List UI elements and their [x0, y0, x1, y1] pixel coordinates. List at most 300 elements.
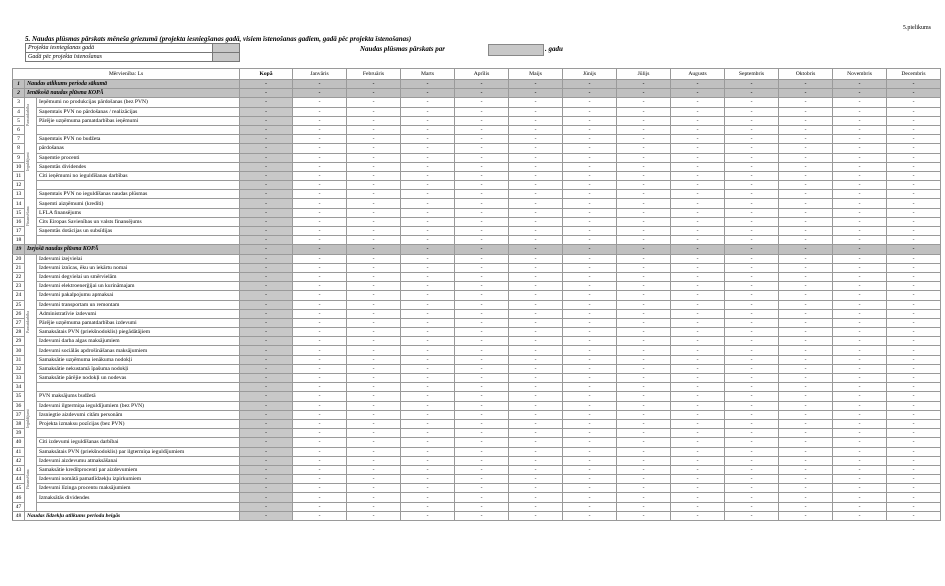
month-cell[interactable]: - — [563, 263, 617, 272]
month-cell[interactable]: - — [725, 410, 779, 419]
month-cell[interactable]: - — [455, 438, 509, 447]
month-cell[interactable]: - — [509, 227, 563, 236]
month-cell[interactable]: - — [401, 337, 455, 346]
month-cell[interactable]: - — [779, 493, 833, 502]
month-cell[interactable]: - — [725, 254, 779, 263]
month-cell[interactable]: - — [401, 217, 455, 226]
month-cell[interactable]: - — [617, 162, 671, 171]
month-cell[interactable]: - — [455, 493, 509, 502]
month-cell[interactable]: - — [293, 410, 347, 419]
month-cell[interactable]: - — [401, 346, 455, 355]
month-cell[interactable]: - — [293, 438, 347, 447]
month-cell[interactable]: - — [833, 245, 887, 254]
month-cell[interactable]: - — [563, 337, 617, 346]
month-cell[interactable]: - — [347, 355, 401, 364]
month-cell[interactable]: - — [347, 475, 401, 484]
month-cell[interactable]: - — [887, 227, 941, 236]
month-cell[interactable]: - — [671, 125, 725, 134]
month-cell[interactable]: - — [779, 502, 833, 511]
month-cell[interactable]: - — [347, 419, 401, 428]
month-cell[interactable]: - — [617, 291, 671, 300]
month-cell[interactable]: - — [779, 511, 833, 520]
month-cell[interactable]: - — [617, 318, 671, 327]
month-cell[interactable]: - — [509, 447, 563, 456]
month-cell[interactable]: - — [563, 456, 617, 465]
month-cell[interactable]: - — [293, 254, 347, 263]
month-cell[interactable]: - — [347, 318, 401, 327]
month-cell[interactable]: - — [779, 383, 833, 392]
month-cell[interactable]: - — [401, 116, 455, 125]
month-cell[interactable]: - — [293, 236, 347, 245]
month-cell[interactable]: - — [293, 107, 347, 116]
month-cell[interactable]: - — [455, 208, 509, 217]
month-cell[interactable]: - — [347, 447, 401, 456]
month-cell[interactable]: - — [617, 419, 671, 428]
month-cell[interactable]: - — [509, 272, 563, 281]
month-cell[interactable]: - — [347, 116, 401, 125]
month-cell[interactable]: - — [401, 291, 455, 300]
month-cell[interactable]: - — [887, 107, 941, 116]
month-cell[interactable]: - — [671, 401, 725, 410]
month-cell[interactable]: - — [509, 217, 563, 226]
month-cell[interactable]: - — [347, 337, 401, 346]
month-cell[interactable]: - — [779, 300, 833, 309]
month-cell[interactable]: - — [617, 125, 671, 134]
month-cell[interactable]: - — [779, 337, 833, 346]
month-cell[interactable]: - — [563, 125, 617, 134]
month-cell[interactable]: - — [617, 135, 671, 144]
month-cell[interactable]: - — [347, 346, 401, 355]
month-cell[interactable]: - — [563, 300, 617, 309]
month-cell[interactable]: - — [617, 272, 671, 281]
month-cell[interactable]: - — [617, 107, 671, 116]
month-cell[interactable]: - — [347, 484, 401, 493]
month-cell[interactable]: - — [725, 456, 779, 465]
month-cell[interactable]: - — [563, 245, 617, 254]
month-cell[interactable]: - — [347, 272, 401, 281]
month-cell[interactable]: - — [887, 80, 941, 89]
month-cell[interactable]: - — [887, 419, 941, 428]
month-cell[interactable]: - — [563, 236, 617, 245]
month-cell[interactable]: - — [671, 511, 725, 520]
month-cell[interactable]: - — [617, 401, 671, 410]
month-cell[interactable]: - — [401, 171, 455, 180]
month-cell[interactable]: - — [293, 80, 347, 89]
month-cell[interactable]: - — [347, 153, 401, 162]
month-cell[interactable]: - — [725, 153, 779, 162]
month-cell[interactable]: - — [293, 263, 347, 272]
month-cell[interactable]: - — [293, 429, 347, 438]
month-cell[interactable]: - — [455, 135, 509, 144]
month-cell[interactable]: - — [509, 135, 563, 144]
month-cell[interactable]: - — [563, 162, 617, 171]
month-cell[interactable]: - — [347, 263, 401, 272]
month-cell[interactable]: - — [401, 190, 455, 199]
month-cell[interactable]: - — [509, 116, 563, 125]
month-cell[interactable]: - — [779, 107, 833, 116]
month-cell[interactable]: - — [347, 392, 401, 401]
month-cell[interactable]: - — [617, 475, 671, 484]
month-cell[interactable]: - — [563, 272, 617, 281]
month-cell[interactable]: - — [887, 98, 941, 107]
month-cell[interactable]: - — [779, 190, 833, 199]
month-cell[interactable]: - — [833, 493, 887, 502]
month-cell[interactable]: - — [455, 162, 509, 171]
month-cell[interactable]: - — [455, 309, 509, 318]
month-cell[interactable]: - — [563, 254, 617, 263]
month-cell[interactable]: - — [401, 447, 455, 456]
month-cell[interactable]: - — [455, 346, 509, 355]
month-cell[interactable]: - — [563, 328, 617, 337]
month-cell[interactable]: - — [401, 493, 455, 502]
month-cell[interactable]: - — [725, 80, 779, 89]
month-cell[interactable]: - — [455, 80, 509, 89]
month-cell[interactable]: - — [509, 318, 563, 327]
month-cell[interactable]: - — [509, 429, 563, 438]
month-cell[interactable]: - — [725, 383, 779, 392]
month-cell[interactable]: - — [887, 465, 941, 474]
month-cell[interactable]: - — [887, 447, 941, 456]
month-cell[interactable]: - — [833, 199, 887, 208]
month-cell[interactable]: - — [509, 502, 563, 511]
month-cell[interactable]: - — [455, 190, 509, 199]
month-cell[interactable]: - — [293, 162, 347, 171]
month-cell[interactable]: - — [671, 392, 725, 401]
month-cell[interactable]: - — [725, 355, 779, 364]
month-cell[interactable]: - — [833, 181, 887, 190]
month-cell[interactable]: - — [293, 208, 347, 217]
month-cell[interactable]: - — [563, 374, 617, 383]
month-cell[interactable]: - — [347, 493, 401, 502]
month-cell[interactable]: - — [509, 125, 563, 134]
month-cell[interactable]: - — [725, 493, 779, 502]
month-cell[interactable]: - — [293, 144, 347, 153]
month-cell[interactable]: - — [401, 318, 455, 327]
month-cell[interactable]: - — [779, 328, 833, 337]
month-cell[interactable]: - — [725, 116, 779, 125]
month-cell[interactable]: - — [887, 116, 941, 125]
month-cell[interactable]: - — [617, 502, 671, 511]
month-cell[interactable]: - — [833, 364, 887, 373]
month-cell[interactable]: - — [509, 511, 563, 520]
month-cell[interactable]: - — [671, 135, 725, 144]
month-cell[interactable]: - — [887, 208, 941, 217]
month-cell[interactable]: - — [347, 80, 401, 89]
month-cell[interactable]: - — [725, 171, 779, 180]
month-cell[interactable]: - — [347, 227, 401, 236]
month-cell[interactable]: - — [887, 144, 941, 153]
month-cell[interactable]: - — [725, 245, 779, 254]
month-cell[interactable]: - — [833, 429, 887, 438]
month-cell[interactable]: - — [401, 355, 455, 364]
month-cell[interactable]: - — [293, 374, 347, 383]
month-cell[interactable]: - — [509, 254, 563, 263]
month-cell[interactable]: - — [617, 456, 671, 465]
month-cell[interactable]: - — [725, 144, 779, 153]
month-cell[interactable]: - — [347, 300, 401, 309]
month-cell[interactable]: - — [509, 153, 563, 162]
month-cell[interactable]: - — [671, 364, 725, 373]
month-cell[interactable]: - — [833, 337, 887, 346]
month-cell[interactable]: - — [887, 456, 941, 465]
month-cell[interactable]: - — [887, 475, 941, 484]
month-cell[interactable]: - — [833, 475, 887, 484]
month-cell[interactable]: - — [563, 475, 617, 484]
month-cell[interactable]: - — [347, 107, 401, 116]
month-cell[interactable]: - — [671, 89, 725, 98]
month-cell[interactable]: - — [563, 98, 617, 107]
month-cell[interactable]: - — [347, 199, 401, 208]
month-cell[interactable]: - — [563, 346, 617, 355]
month-cell[interactable]: - — [347, 254, 401, 263]
month-cell[interactable]: - — [617, 493, 671, 502]
month-cell[interactable]: - — [779, 181, 833, 190]
month-cell[interactable]: - — [401, 511, 455, 520]
month-cell[interactable]: - — [833, 116, 887, 125]
month-cell[interactable]: - — [563, 282, 617, 291]
month-cell[interactable]: - — [779, 245, 833, 254]
month-cell[interactable]: - — [779, 272, 833, 281]
month-cell[interactable]: - — [617, 465, 671, 474]
month-cell[interactable]: - — [401, 328, 455, 337]
month-cell[interactable]: - — [887, 346, 941, 355]
month-cell[interactable]: - — [833, 419, 887, 428]
month-cell[interactable]: - — [887, 300, 941, 309]
month-cell[interactable]: - — [347, 217, 401, 226]
month-cell[interactable]: - — [509, 208, 563, 217]
month-cell[interactable]: - — [725, 282, 779, 291]
month-cell[interactable]: - — [779, 144, 833, 153]
month-cell[interactable]: - — [779, 263, 833, 272]
month-cell[interactable]: - — [509, 236, 563, 245]
month-cell[interactable]: - — [455, 337, 509, 346]
month-cell[interactable]: - — [401, 153, 455, 162]
month-cell[interactable]: - — [509, 144, 563, 153]
month-cell[interactable]: - — [401, 227, 455, 236]
month-cell[interactable]: - — [401, 465, 455, 474]
month-cell[interactable]: - — [455, 272, 509, 281]
month-cell[interactable]: - — [293, 456, 347, 465]
month-cell[interactable]: - — [509, 374, 563, 383]
month-cell[interactable]: - — [455, 98, 509, 107]
month-cell[interactable]: - — [455, 254, 509, 263]
month-cell[interactable]: - — [617, 447, 671, 456]
month-cell[interactable]: - — [671, 419, 725, 428]
month-cell[interactable]: - — [725, 447, 779, 456]
month-cell[interactable]: - — [725, 484, 779, 493]
month-cell[interactable]: - — [779, 475, 833, 484]
month-cell[interactable]: - — [617, 392, 671, 401]
month-cell[interactable]: - — [509, 456, 563, 465]
month-cell[interactable]: - — [833, 291, 887, 300]
month-cell[interactable]: - — [617, 89, 671, 98]
month-cell[interactable]: - — [563, 153, 617, 162]
month-cell[interactable]: - — [401, 236, 455, 245]
month-cell[interactable]: - — [293, 181, 347, 190]
month-cell[interactable]: - — [887, 355, 941, 364]
month-cell[interactable]: - — [779, 171, 833, 180]
month-cell[interactable]: - — [779, 364, 833, 373]
year-input[interactable] — [488, 44, 544, 56]
month-cell[interactable]: - — [563, 511, 617, 520]
month-cell[interactable]: - — [293, 309, 347, 318]
month-cell[interactable]: - — [293, 355, 347, 364]
month-cell[interactable]: - — [509, 484, 563, 493]
month-cell[interactable]: - — [293, 392, 347, 401]
month-cell[interactable]: - — [455, 125, 509, 134]
month-cell[interactable]: - — [671, 116, 725, 125]
month-cell[interactable]: - — [509, 300, 563, 309]
month-cell[interactable]: - — [617, 208, 671, 217]
month-cell[interactable]: - — [833, 383, 887, 392]
month-cell[interactable]: - — [401, 502, 455, 511]
month-cell[interactable]: - — [779, 309, 833, 318]
month-cell[interactable]: - — [293, 318, 347, 327]
month-cell[interactable]: - — [347, 465, 401, 474]
month-cell[interactable]: - — [725, 364, 779, 373]
month-cell[interactable]: - — [671, 410, 725, 419]
month-cell[interactable]: - — [347, 364, 401, 373]
month-cell[interactable]: - — [563, 80, 617, 89]
month-cell[interactable]: - — [887, 511, 941, 520]
month-cell[interactable]: - — [455, 374, 509, 383]
month-cell[interactable]: - — [617, 98, 671, 107]
month-cell[interactable]: - — [347, 374, 401, 383]
month-cell[interactable]: - — [293, 125, 347, 134]
month-cell[interactable]: - — [455, 245, 509, 254]
month-cell[interactable]: - — [293, 291, 347, 300]
month-cell[interactable]: - — [455, 89, 509, 98]
month-cell[interactable]: - — [347, 245, 401, 254]
month-cell[interactable]: - — [617, 144, 671, 153]
month-cell[interactable]: - — [617, 181, 671, 190]
month-cell[interactable]: - — [401, 419, 455, 428]
month-cell[interactable]: - — [347, 456, 401, 465]
month-cell[interactable]: - — [779, 254, 833, 263]
month-cell[interactable]: - — [455, 401, 509, 410]
month-cell[interactable]: - — [617, 245, 671, 254]
month-cell[interactable]: - — [617, 309, 671, 318]
month-cell[interactable]: - — [671, 328, 725, 337]
month-cell[interactable]: - — [509, 199, 563, 208]
month-cell[interactable]: - — [617, 227, 671, 236]
month-cell[interactable]: - — [401, 392, 455, 401]
month-cell[interactable]: - — [671, 190, 725, 199]
month-cell[interactable]: - — [833, 227, 887, 236]
month-cell[interactable]: - — [401, 162, 455, 171]
month-cell[interactable]: - — [833, 511, 887, 520]
month-cell[interactable]: - — [563, 429, 617, 438]
month-cell[interactable]: - — [833, 162, 887, 171]
month-cell[interactable]: - — [725, 107, 779, 116]
month-cell[interactable]: - — [509, 337, 563, 346]
month-cell[interactable]: - — [293, 89, 347, 98]
month-cell[interactable]: - — [401, 309, 455, 318]
month-cell[interactable]: - — [725, 227, 779, 236]
month-cell[interactable]: - — [455, 144, 509, 153]
month-cell[interactable]: - — [887, 484, 941, 493]
month-cell[interactable]: - — [293, 337, 347, 346]
month-cell[interactable]: - — [617, 410, 671, 419]
month-cell[interactable]: - — [293, 346, 347, 355]
month-cell[interactable]: - — [725, 475, 779, 484]
month-cell[interactable]: - — [833, 80, 887, 89]
month-cell[interactable]: - — [617, 429, 671, 438]
month-cell[interactable]: - — [671, 337, 725, 346]
month-cell[interactable]: - — [509, 328, 563, 337]
month-cell[interactable]: - — [779, 374, 833, 383]
month-cell[interactable]: - — [779, 116, 833, 125]
month-cell[interactable]: - — [455, 484, 509, 493]
month-cell[interactable]: - — [887, 383, 941, 392]
month-cell[interactable]: - — [563, 181, 617, 190]
month-cell[interactable]: - — [779, 236, 833, 245]
month-cell[interactable]: - — [725, 429, 779, 438]
month-cell[interactable]: - — [887, 135, 941, 144]
month-cell[interactable]: - — [455, 236, 509, 245]
month-cell[interactable]: - — [509, 245, 563, 254]
month-cell[interactable]: - — [347, 511, 401, 520]
month-cell[interactable]: - — [563, 116, 617, 125]
month-cell[interactable]: - — [779, 135, 833, 144]
month-cell[interactable]: - — [671, 318, 725, 327]
month-cell[interactable]: - — [779, 355, 833, 364]
month-cell[interactable]: - — [347, 98, 401, 107]
month-cell[interactable]: - — [833, 272, 887, 281]
month-cell[interactable]: - — [887, 254, 941, 263]
month-cell[interactable]: - — [509, 392, 563, 401]
month-cell[interactable]: - — [455, 199, 509, 208]
month-cell[interactable]: - — [563, 227, 617, 236]
month-cell[interactable]: - — [509, 465, 563, 474]
month-cell[interactable]: - — [455, 291, 509, 300]
month-cell[interactable]: - — [725, 465, 779, 474]
month-cell[interactable]: - — [887, 263, 941, 272]
month-cell[interactable]: - — [671, 208, 725, 217]
month-cell[interactable]: - — [401, 263, 455, 272]
month-cell[interactable]: - — [617, 80, 671, 89]
month-cell[interactable]: - — [671, 107, 725, 116]
month-cell[interactable]: - — [617, 484, 671, 493]
month-cell[interactable]: - — [671, 484, 725, 493]
month-cell[interactable]: - — [779, 80, 833, 89]
month-cell[interactable]: - — [833, 153, 887, 162]
month-cell[interactable]: - — [401, 429, 455, 438]
month-cell[interactable]: - — [887, 309, 941, 318]
month-cell[interactable]: - — [725, 272, 779, 281]
month-cell[interactable]: - — [455, 419, 509, 428]
month-cell[interactable]: - — [671, 98, 725, 107]
month-cell[interactable]: - — [293, 116, 347, 125]
month-cell[interactable]: - — [347, 309, 401, 318]
month-cell[interactable]: - — [725, 217, 779, 226]
month-cell[interactable]: - — [401, 199, 455, 208]
month-cell[interactable]: - — [347, 162, 401, 171]
month-cell[interactable]: - — [293, 328, 347, 337]
month-cell[interactable]: - — [833, 89, 887, 98]
month-cell[interactable]: - — [833, 107, 887, 116]
month-cell[interactable]: - — [833, 236, 887, 245]
month-cell[interactable]: - — [779, 98, 833, 107]
month-cell[interactable]: - — [725, 401, 779, 410]
month-cell[interactable]: - — [455, 447, 509, 456]
month-cell[interactable]: - — [671, 374, 725, 383]
month-cell[interactable]: - — [617, 374, 671, 383]
month-cell[interactable]: - — [509, 181, 563, 190]
month-cell[interactable]: - — [455, 456, 509, 465]
month-cell[interactable]: - — [455, 383, 509, 392]
month-cell[interactable]: - — [671, 475, 725, 484]
